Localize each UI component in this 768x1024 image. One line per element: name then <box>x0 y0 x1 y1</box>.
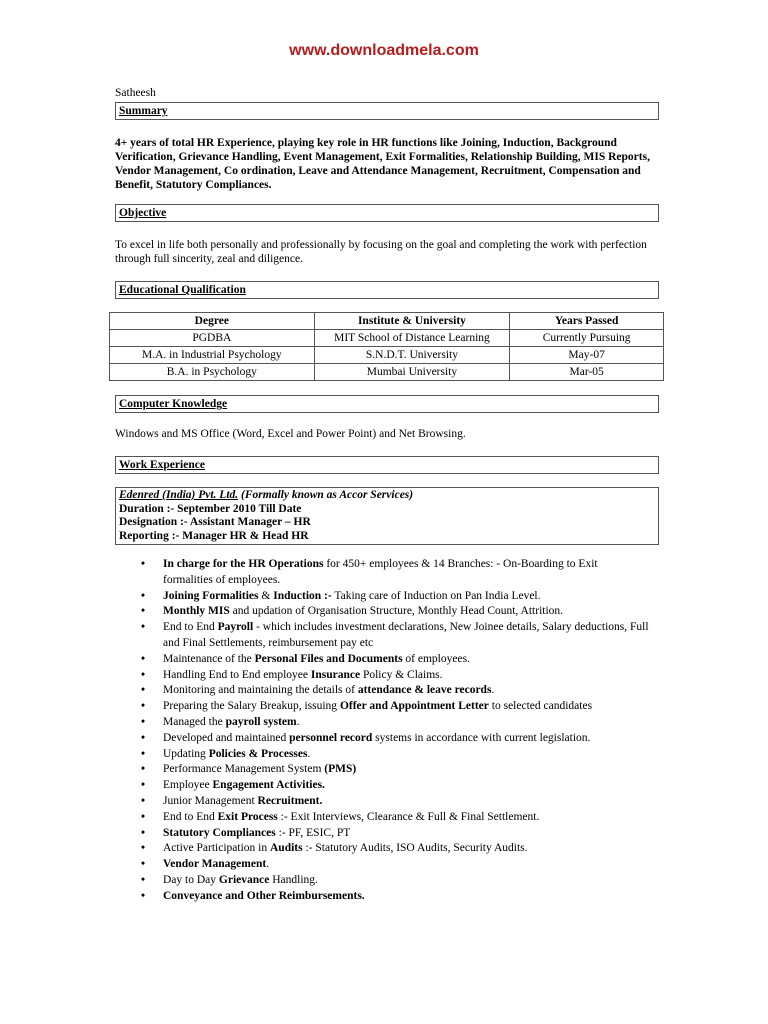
duty-keyword: Offer and Appointment Letter <box>339 700 489 713</box>
duty-text: End to End <box>163 810 218 823</box>
duty-text: systems in accordance with current legislation. <box>372 731 591 744</box>
duty-text: . <box>266 858 270 871</box>
column-header: Years Passed <box>510 313 664 330</box>
duty-keyword: Joining Formalities <box>163 589 259 602</box>
list-item <box>163 873 659 889</box>
year-cell: May-07 <box>510 347 664 364</box>
list-item <box>163 747 659 763</box>
duty-keyword: Vendor Management <box>163 858 267 871</box>
list-item <box>163 589 659 605</box>
duty-keyword: Conveyance and Other Reimbursements. <box>163 889 365 902</box>
institute-cell: MIT School of Distance Learning <box>314 330 510 347</box>
duties-list <box>115 557 659 905</box>
duty-keyword: In charge for the HR Operations <box>163 558 324 570</box>
duty-text: - which includes investment declarations, New Joinee details, Salary deductions, Full and Final Settlements, reimbursement pay etc <box>163 621 649 649</box>
duty-text: . <box>296 715 300 728</box>
duty-keyword: (PMS) <box>324 763 357 776</box>
duty-text: Handling. <box>269 873 318 886</box>
list-item <box>163 683 659 699</box>
list-item <box>163 762 659 778</box>
duty-text: Handling End to End employee <box>163 668 311 681</box>
education-header <box>115 281 659 299</box>
duty-keyword: attendance & leave records <box>357 684 492 697</box>
table-row <box>110 364 664 381</box>
column-header: Institute & University <box>314 313 510 330</box>
institute-cell: Mumbai University <box>314 364 510 381</box>
work-header <box>115 456 659 474</box>
table-row <box>110 330 664 347</box>
duty-keyword: Induction :- <box>273 589 332 602</box>
table-row <box>110 347 664 364</box>
duty-text: :- Exit Interviews, Clearance & Full & Final Settlement. <box>277 810 540 823</box>
duty-text: of employees. <box>402 652 470 665</box>
list-item <box>163 826 659 842</box>
employer-box <box>115 487 659 545</box>
duty-text: to selected candidates <box>488 700 593 713</box>
duty-text: Monitoring and maintaining the details of <box>163 684 358 697</box>
company-note: (Formally known as Accor Services) <box>241 489 414 501</box>
list-item <box>163 857 659 873</box>
education-table <box>109 312 664 381</box>
duty-text: Performance Management System <box>163 763 325 776</box>
duty-text: . <box>491 684 495 697</box>
duty-keyword: Personal Files and Documents <box>254 652 403 665</box>
duty-keyword: Statutory Compliances <box>163 826 276 839</box>
duty-keyword: payroll system <box>225 715 297 728</box>
duty-keyword: Policies & Processes <box>208 747 308 760</box>
duty-keyword: Monthly MIS <box>163 605 230 618</box>
candidate-name: Satheesh <box>115 87 156 99</box>
computer-header <box>115 395 659 413</box>
list-item <box>163 604 659 620</box>
objective-header <box>115 204 659 222</box>
duty-text: End to End <box>163 621 218 634</box>
list-item <box>163 699 659 715</box>
duty-keyword: Audits <box>270 842 303 855</box>
resume-page <box>115 86 659 905</box>
column-header: Degree <box>110 313 315 330</box>
reporting: Reporting :- Manager HR & Head HR <box>119 529 309 542</box>
duty-text: for 450+ employees & 14 Branches: - On-Boarding to Exit formalities of employees. <box>163 558 598 586</box>
duty-keyword: personnel record <box>289 731 373 744</box>
summary-heading: Summary <box>119 105 168 117</box>
watermark-url[interactable]: www.downloadmela.com <box>289 42 479 59</box>
duty-text: Developed and maintained <box>163 731 290 744</box>
duty-text: Maintenance of the <box>163 652 255 665</box>
duty-text: Junior Management <box>163 794 258 807</box>
duty-text: Day to Day <box>163 873 219 886</box>
list-item <box>163 794 659 810</box>
education-heading: Educational Qualification <box>119 284 246 296</box>
year-cell: Mar-05 <box>510 364 664 381</box>
duty-keyword: Recruitment. <box>257 794 323 807</box>
list-item <box>163 778 659 794</box>
education-header-row <box>110 313 664 330</box>
duty-keyword: Payroll <box>217 621 254 634</box>
duty-keyword: Exit Process <box>217 810 278 823</box>
designation: Designation :- Assistant Manager – HR <box>119 516 311 528</box>
duty-text: Active Participation in <box>163 842 270 855</box>
duty-text: :- Statutory Audits, ISO Audits, Security Audits. <box>302 842 528 855</box>
summary-text: 4+ years of total HR Experience, playing key role in HR functions like Joining, Induction, Background Verification, Grievance Handling, Event Management, Exit Formalities, Relationship Building, MIS Reports, Vendor Management, Co ordination, Leave and Attendance Management, Recruitment, Compensation and Benefit, Statutory Compliances. <box>115 137 650 191</box>
duty-text: Preparing the Salary Breakup, issuing <box>163 700 340 713</box>
list-item <box>163 841 659 857</box>
duty-text: Policy & Claims. <box>360 668 443 681</box>
duty-text: Employee <box>163 779 213 792</box>
duty-text: Updating <box>163 747 209 760</box>
duty-text: & <box>258 589 274 602</box>
list-item <box>163 557 659 589</box>
degree-cell: M.A. in Industrial Psychology <box>110 347 315 364</box>
duration: Duration :- September 2010 Till Date <box>119 502 302 515</box>
work-heading: Work Experience <box>119 459 205 471</box>
list-item <box>163 668 659 684</box>
degree-cell: PGDBA <box>110 330 315 347</box>
duty-text: :- PF, ESIC, PT <box>275 826 351 839</box>
computer-heading: Computer Knowledge <box>119 398 228 410</box>
list-item <box>163 810 659 826</box>
list-item <box>163 715 659 731</box>
company-name: Edenred (India) Pvt. Ltd. <box>119 489 239 501</box>
institute-cell: S.N.D.T. University <box>314 347 510 364</box>
duty-keyword: Insurance <box>310 668 361 681</box>
duty-keyword: Engagement Activities. <box>212 779 325 792</box>
year-cell: Currently Pursuing <box>510 330 664 347</box>
duty-text: and updation of Organisation Structure, Monthly Head Count, Attrition. <box>229 605 564 618</box>
degree-cell: B.A. in Psychology <box>110 364 315 381</box>
list-item <box>163 731 659 747</box>
duty-text: Taking care of Induction on Pan India Level. <box>331 589 541 602</box>
list-item <box>163 620 659 652</box>
summary-header <box>115 102 659 120</box>
list-item <box>163 652 659 668</box>
objective-text: To excel in life both personally and professionally by focusing on the goal and completing the work with perfection through full sincerity, zeal and diligence. <box>115 239 647 265</box>
list-item <box>163 889 659 905</box>
objective-heading: Objective <box>119 207 167 219</box>
computer-text: Windows and MS Office (Word, Excel and Power Point) and Net Browsing. <box>115 428 466 440</box>
duty-keyword: Grievance <box>218 873 270 886</box>
duty-text: Managed the <box>163 715 226 728</box>
duty-text: . <box>307 747 311 760</box>
